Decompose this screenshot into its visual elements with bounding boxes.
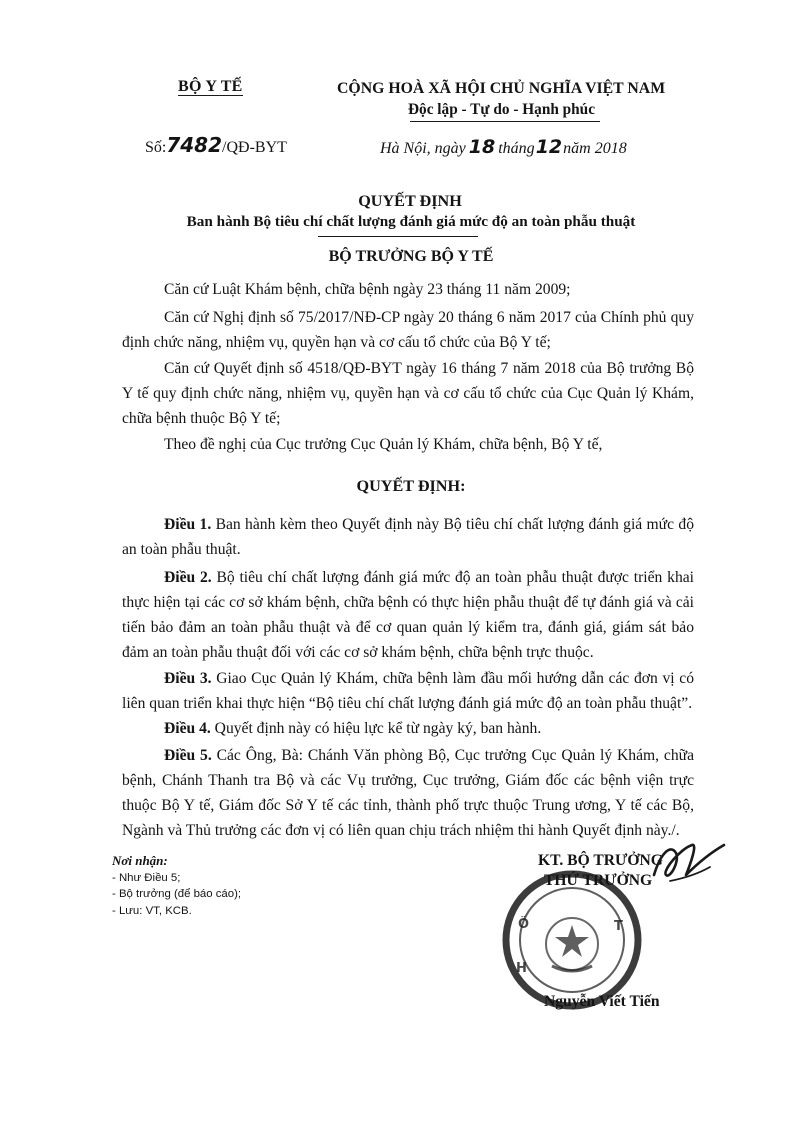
preamble-proposal: Theo đề nghị của Cục trưởng Cục Quản lý Khám, chữa bệnh, Bộ Y tế,	[164, 436, 603, 453]
article-label: Điều 3.	[164, 670, 212, 687]
official-seal	[488, 870, 656, 1010]
ministry-name: BỘ Y TẾ	[178, 78, 243, 95]
article-label: Điều 4.	[164, 720, 211, 737]
subtitle-underline	[318, 236, 478, 237]
document-subtitle: Ban hành Bộ tiêu chí chất lượng đánh giá mức độ an toàn phẫu thuật	[186, 213, 636, 230]
recipients-block	[112, 853, 241, 919]
svg-text:T: T	[614, 919, 623, 934]
preamble-decree: Căn cứ Nghị định số 75/2017/NĐ-CP ngày 20 tháng 6 năm 2017 của Chính phủ quy định chức năng, nhiệm vụ, quyền hạn và cơ cấu tổ chức của Bộ Y tế;	[122, 309, 694, 351]
handwritten-signature	[640, 835, 730, 905]
article-3: Điều 3. Giao Cục Quản lý Khám, chữa bệnh làm đầu mối hướng dẫn các đơn vị có liên quan triển khai thực hiện “Bộ tiêu chí chất lượng đánh giá mức độ an toàn phẫu thuật”.	[122, 670, 694, 712]
signature-on-behalf: KT. BỘ TRƯỞNG	[538, 852, 663, 869]
article-label: Điều 1.	[164, 516, 212, 533]
article-4: Điều 4. Quyết định này có hiệu lực kể từ ngày ký, ban hành.	[164, 720, 542, 737]
svg-text:H: H	[516, 961, 527, 976]
article-label: Điều 5.	[164, 747, 212, 764]
article-1: Điều 1. Ban hành kèm theo Quyết định này Bộ tiêu chí chất lượng đánh giá mức độ an toàn phẫu thuật.	[122, 516, 694, 558]
preamble-law: Căn cứ Luật Khám bệnh, chữa bệnh ngày 23 tháng 11 năm 2009;	[164, 281, 571, 298]
document-title: QUYẾT ĐỊNH	[358, 192, 462, 210]
article-label: Điều 2.	[164, 569, 212, 586]
handwritten-month: 12	[535, 136, 563, 158]
article-2: Điều 2. Bộ tiêu chí chất lượng đánh giá mức độ an toàn phẫu thuật được triển khai thực hiện tại các cơ sở khám bệnh, chữa bệnh có thực hiện phẫu thuật để tự đánh giá và cải tiến bảo đảm an toàn phẫu thuật và để cơ quan quản lý kiểm tra, đánh giá, giám sát bảo đảm an toàn phẫu thuật đối với các cơ sở khám bệnh, chữa bệnh trực thuộc.	[122, 569, 694, 661]
signature-deputy-title: THỨ TRƯỞNG	[544, 872, 653, 889]
recipient-item: - Bộ trưởng (để báo cáo);	[112, 888, 242, 900]
document-date: Hà Nội, ngày 18 tháng12năm 2018	[380, 136, 627, 158]
country-name: CỘNG HOÀ XÃ HỘI CHỦ NGHĨA VIỆT NAM	[337, 80, 666, 97]
decision-heading: QUYẾT ĐỊNH:	[356, 477, 466, 495]
document-number: Số:7482/QĐ-BYT	[145, 133, 287, 157]
recipient-item: - Lưu: VT, KCB.	[112, 904, 192, 917]
motto-underline	[410, 121, 600, 122]
recipient-item: - Như Điều 5;	[112, 871, 181, 884]
preamble-decision: Căn cứ Quyết định số 4518/QĐ-BYT ngày 16 tháng 7 năm 2018 của Bộ trưởng Bộ Y tế quy định chức năng, nhiệm vụ, quyền hạn và cơ cấu tổ chức của Cục Quản lý Khám, chữa bệnh thuộc Bộ Y tế;	[122, 360, 694, 427]
national-motto: Độc lập - Tự do - Hạnh phúc	[408, 101, 595, 118]
issuing-authority: BỘ TRƯỞNG BỘ Y TẾ	[328, 248, 494, 265]
svg-text:Ô: Ô	[518, 917, 530, 932]
article-5: Điều 5. Các Ông, Bà: Chánh Văn phòng Bộ, Cục trưởng Cục Quản lý Khám, chữa bệnh, Chánh Thanh tra Bộ và các Vụ trưởng, Cục trưởng, Giám đốc các bệnh viện trực thuộc Bộ Y tế, Giám đốc Sở Y tế các tỉnh, thành phố trực thuộc Trung ương, Y tế các Bộ, Ngành và Thủ trưởng các đơn vị có liên quan chịu trách nhiệm thi hành Quyết định này./.	[122, 747, 695, 839]
handwritten-day: 18	[468, 136, 496, 158]
handwritten-number: 7482	[166, 133, 223, 157]
signer-name: Nguyễn Viết Tiến	[544, 993, 660, 1010]
recipients-heading: Nơi nhận:	[112, 853, 168, 868]
